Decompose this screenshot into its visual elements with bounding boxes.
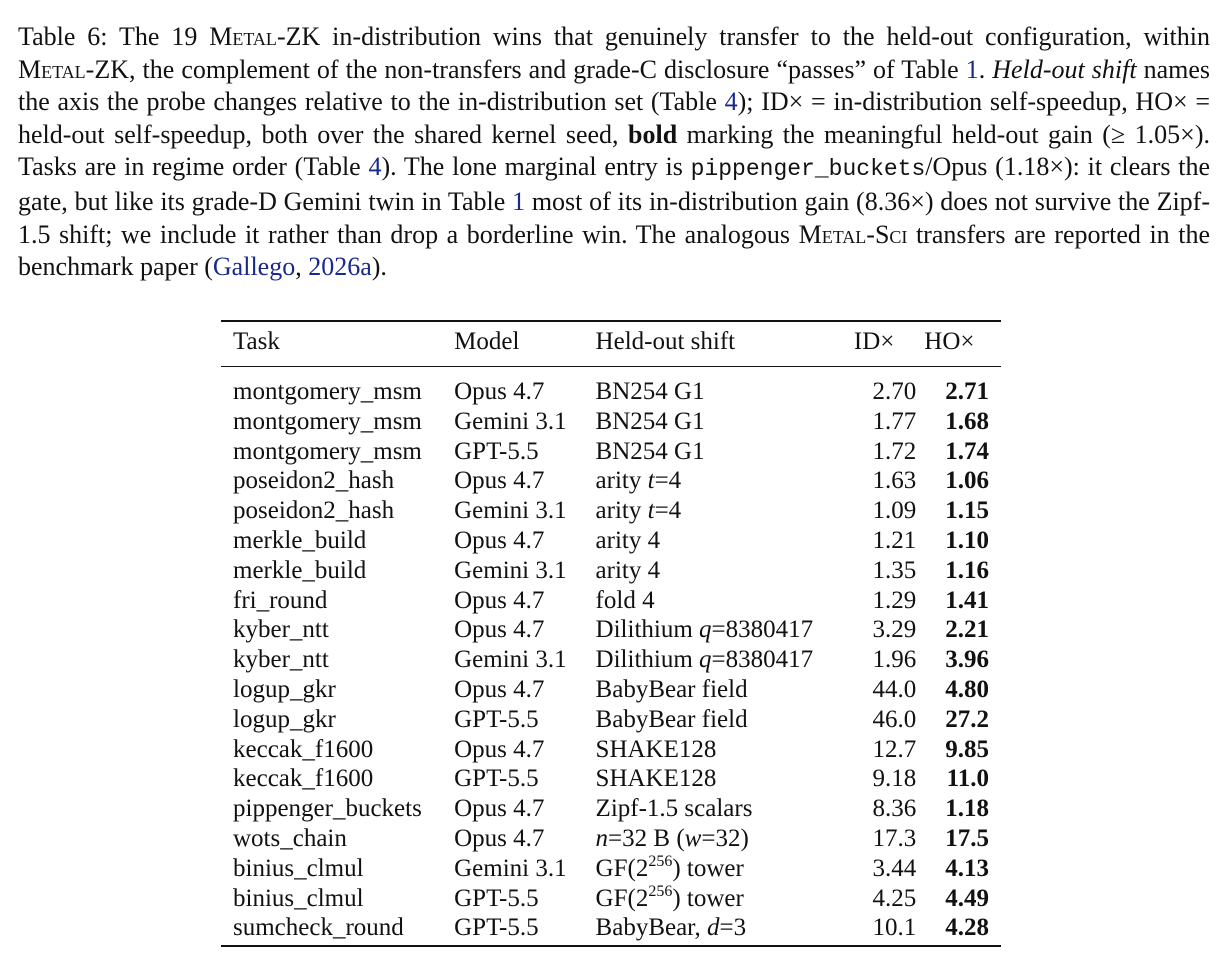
shift-part: GF(2 xyxy=(595,854,649,882)
cell-heldout-shift xyxy=(596,884,854,914)
cell-id-speedup: 4.25 xyxy=(872,884,917,912)
table-ref-link[interactable]: 1 xyxy=(965,54,979,84)
cell-model: Gemini 3.1 xyxy=(454,854,567,882)
shift-part: w xyxy=(684,824,702,852)
cell-heldout-shift xyxy=(596,367,854,407)
cell-model: Opus 4.7 xyxy=(454,467,545,495)
shift-part: BabyBear field xyxy=(595,705,748,733)
shift-part: =8380417 xyxy=(711,616,814,644)
cell-id-speedup: 2.70 xyxy=(872,378,917,405)
table-row xyxy=(221,466,1001,496)
cell-task: kyber_ntt xyxy=(233,646,329,674)
cell-task: keccak_f1600 xyxy=(233,765,374,793)
caption-text: - xyxy=(866,219,875,249)
cell-task: montgomery_msm xyxy=(233,378,422,405)
shift-part: d xyxy=(707,914,720,942)
caption-metal-name: Metal xyxy=(18,54,86,84)
cell-task: wots_chain xyxy=(233,824,347,852)
cell-heldout-shift xyxy=(596,705,854,735)
cell-heldout-shift xyxy=(596,735,854,765)
caption-text: -ZK in-distribution wins that genuinely transfer to the held-out configuration, within xyxy=(276,22,1210,51)
shift-part: =3 xyxy=(719,914,747,942)
cell-task: poseidon2_hash xyxy=(233,497,395,525)
shift-part: Zipf-1.5 scalars xyxy=(595,795,753,823)
shift-part: q xyxy=(699,646,712,674)
cell-id-speedup: 10.1 xyxy=(854,913,924,946)
caption-code: pippenger_buckets xyxy=(690,156,926,183)
cell-model: Opus 4.7 xyxy=(454,795,545,823)
table-row xyxy=(221,496,1001,526)
cell-id-speedup: 1.35 xyxy=(872,556,917,584)
cell-task: montgomery_msm xyxy=(233,407,422,435)
cell-model: Opus 4.7 xyxy=(454,675,545,703)
cell-heldout-shift xyxy=(596,764,854,794)
shift-part: Dilithium xyxy=(595,646,700,674)
caption-text: Table 6: The 19 xyxy=(18,22,210,51)
header-id-speedup: ID× xyxy=(854,321,924,367)
cell-task: poseidon2_hash xyxy=(233,467,395,495)
cell-heldout-shift xyxy=(596,526,854,556)
shift-part: arity xyxy=(595,497,648,525)
cell-id-speedup: 1.72 xyxy=(872,437,917,465)
cell-heldout-shift xyxy=(596,586,854,616)
shift-part: t xyxy=(647,497,655,525)
table-row xyxy=(221,854,1001,884)
cell-ho-speedup: 9.85 xyxy=(945,735,989,763)
shift-part: =32 B ( xyxy=(608,824,685,852)
cell-task: kyber_ntt xyxy=(233,616,329,644)
caption-sci-name: Sci xyxy=(874,219,908,249)
caption-text: marking the meaningful held-out gain (≥ 1.05×). Tasks are in regime order (Table xyxy=(18,119,1210,182)
cell-id-speedup: 1.09 xyxy=(872,497,917,525)
cell-task: fri_round xyxy=(233,586,328,614)
cell-heldout-shift xyxy=(596,824,854,854)
caption-bold-term: bold xyxy=(628,119,678,149)
cell-model: Gemini 3.1 xyxy=(454,646,567,674)
cell-heldout-shift xyxy=(596,794,854,824)
cell-id-speedup: 1.29 xyxy=(872,586,917,614)
cell-heldout-shift xyxy=(596,675,854,705)
cell-task: logup_gkr xyxy=(233,675,336,703)
shift-part: Dilithium xyxy=(595,616,700,644)
caption-text: ). The lone marginal entry is xyxy=(381,152,691,182)
header-ho-speedup: HO× xyxy=(924,321,1001,367)
cell-task: merkle_build xyxy=(233,556,367,584)
table-row xyxy=(221,615,1001,645)
table-body xyxy=(221,367,1001,947)
cell-id-speedup: 46.0 xyxy=(872,705,917,733)
shift-part: n xyxy=(595,824,609,852)
caption-text: ). xyxy=(371,252,387,282)
table-row xyxy=(221,675,1001,705)
cell-ho-speedup: 2.71 xyxy=(945,378,989,405)
caption-text: names the axis the probe changes relative to the in-distribution set (Table xyxy=(18,54,1211,117)
table-row xyxy=(221,764,1001,794)
cell-model: Gemini 3.1 xyxy=(454,407,567,435)
results-table xyxy=(221,320,1001,947)
cell-task: merkle_build xyxy=(233,526,367,554)
cell-model: GPT-5.5 xyxy=(454,705,539,733)
cell-ho-speedup: 1.06 xyxy=(945,467,989,495)
header-model: Model xyxy=(454,321,595,367)
cell-id-speedup: 1.21 xyxy=(872,526,917,554)
caption-text: -ZK, the complement of the non-transfers and grade-C disclosure “passes” of Table xyxy=(85,54,966,84)
cell-ho-speedup: 1.18 xyxy=(945,795,989,823)
table-ref-link[interactable]: 1 xyxy=(512,186,526,216)
table-row xyxy=(221,913,1001,946)
cell-model: GPT-5.5 xyxy=(454,765,539,793)
citation-link[interactable]: Gallego xyxy=(212,252,296,282)
cell-heldout-shift xyxy=(596,407,854,437)
caption-text: most of its in-distribution gain (8.36×) does not survive the Zipf-1.5 shift; we include it rather than drop a borderline win. The analogous xyxy=(18,186,1210,249)
table-row xyxy=(221,824,1001,854)
shift-part: ) tower xyxy=(672,854,744,882)
table-ref-link[interactable]: 4 xyxy=(368,152,382,182)
cell-heldout-shift xyxy=(596,645,854,675)
shift-part: 256 xyxy=(648,882,673,900)
cell-id-speedup: 3.29 xyxy=(872,616,917,644)
table-row xyxy=(221,735,1001,765)
cell-heldout-shift xyxy=(596,615,854,645)
table-row xyxy=(221,884,1001,914)
cell-id-speedup: 44.0 xyxy=(872,675,917,703)
caption-metal-name: Metal xyxy=(209,22,277,51)
cell-heldout-shift xyxy=(596,854,854,884)
cell-heldout-shift xyxy=(596,466,854,496)
shift-part: BN254 G1 xyxy=(595,437,705,465)
caption-text: . xyxy=(978,54,993,84)
table-header-row xyxy=(221,321,1001,367)
cell-task: sumcheck_round xyxy=(221,913,454,946)
cell-ho-speedup: 4.80 xyxy=(945,675,989,703)
cell-ho-speedup: 1.15 xyxy=(945,497,989,525)
table-row xyxy=(221,794,1001,824)
cell-model: GPT-5.5 xyxy=(454,884,539,912)
table-row xyxy=(221,586,1001,616)
shift-part: SHAKE128 xyxy=(595,735,717,763)
cell-task: montgomery_msm xyxy=(233,437,422,465)
cell-id-speedup: 1.77 xyxy=(872,407,917,435)
shift-part: ) tower xyxy=(672,884,744,912)
cell-ho-speedup: 11.0 xyxy=(946,765,989,793)
cell-ho-speedup: 1.16 xyxy=(945,556,989,584)
cell-model: Opus 4.7 xyxy=(454,526,545,554)
shift-part: SHAKE128 xyxy=(595,765,717,793)
cell-id-speedup: 8.36 xyxy=(872,795,917,823)
cell-ho-speedup: 27.2 xyxy=(945,705,989,733)
cell-task: logup_gkr xyxy=(233,705,336,733)
table-row xyxy=(221,437,1001,467)
shift-part: =4 xyxy=(654,467,682,495)
cell-ho-speedup: 2.21 xyxy=(945,616,989,644)
cell-ho-speedup: 4.49 xyxy=(945,884,989,912)
cell-model: Gemini 3.1 xyxy=(454,556,567,584)
cell-model: Opus 4.7 xyxy=(454,824,545,852)
shift-part: arity xyxy=(595,467,648,495)
caption-text: ); ID× = in-distribution self-speedup, HO× = held-out self-speedup, both over the shared kernel seed, xyxy=(18,87,1210,149)
cell-id-speedup: 17.3 xyxy=(872,824,917,852)
caption-italic-term: Held-out shift xyxy=(992,54,1137,84)
shift-part: BN254 G1 xyxy=(595,378,705,405)
caption-metal-name: Metal xyxy=(798,219,867,249)
cell-heldout-shift xyxy=(596,913,854,946)
shift-part: q xyxy=(699,616,712,644)
cell-id-speedup: 3.44 xyxy=(872,854,917,882)
cell-task: binius_clmul xyxy=(233,884,364,912)
cell-id-speedup: 9.18 xyxy=(872,765,917,793)
table-ref-link[interactable]: 4 xyxy=(724,87,738,117)
table-row xyxy=(221,526,1001,556)
shift-part: arity 4 xyxy=(595,526,661,554)
table-row xyxy=(221,367,1001,407)
cell-model: Gemini 3.1 xyxy=(454,497,567,525)
shift-part: arity 4 xyxy=(595,556,661,584)
cell-ho-speedup: 1.10 xyxy=(945,526,989,554)
cell-heldout-shift xyxy=(596,437,854,467)
shift-part: BN254 G1 xyxy=(595,407,705,435)
table-row xyxy=(221,705,1001,735)
header-heldout-shift: Held-out shift xyxy=(596,321,854,367)
table-row xyxy=(221,407,1001,437)
cell-task: binius_clmul xyxy=(233,854,364,882)
header-task: Task xyxy=(221,321,454,367)
cell-model: Opus 4.7 xyxy=(454,616,545,644)
shift-part: =4 xyxy=(654,497,682,525)
table-row xyxy=(221,645,1001,675)
shift-part: BabyBear field xyxy=(595,675,748,703)
cell-task: pippenger_buckets xyxy=(233,795,422,823)
cell-id-speedup: 1.63 xyxy=(872,467,917,495)
cell-model: Opus 4.7 xyxy=(454,735,545,763)
cell-heldout-shift xyxy=(596,496,854,526)
cell-ho-speedup: 1.74 xyxy=(945,437,989,465)
shift-part: =32) xyxy=(701,824,749,852)
cell-id-speedup: 12.7 xyxy=(872,735,917,763)
cell-ho-speedup: 3.96 xyxy=(945,646,989,674)
citation-link[interactable]: 2026a xyxy=(308,252,372,282)
caption-text: /Opus (1.18×): it clears the gate, but like its grade-D Gemini twin in Table xyxy=(18,152,1210,216)
shift-part: 256 xyxy=(648,852,673,870)
cell-ho-speedup: 17.5 xyxy=(945,824,989,852)
cell-model: Opus 4.7 xyxy=(454,586,545,614)
table-caption xyxy=(18,21,1210,284)
cell-ho-speedup: 4.13 xyxy=(945,854,989,882)
cell-model: GPT-5.5 xyxy=(454,913,595,946)
cell-id-speedup: 1.96 xyxy=(872,646,917,674)
caption-text: transfers are reported in the benchmark paper ( xyxy=(18,219,1210,282)
shift-part: GF(2 xyxy=(595,884,649,912)
shift-part: t xyxy=(647,467,655,495)
cell-task: keccak_f1600 xyxy=(233,735,374,763)
cell-ho-speedup: 1.68 xyxy=(945,407,989,435)
cell-ho-speedup: 1.41 xyxy=(945,586,989,614)
cell-heldout-shift xyxy=(596,556,854,586)
cell-ho-speedup: 4.28 xyxy=(924,913,1001,946)
cell-model: Opus 4.7 xyxy=(454,378,545,405)
shift-part: =8380417 xyxy=(711,646,814,674)
cell-model: GPT-5.5 xyxy=(454,437,539,465)
shift-part: BabyBear, xyxy=(595,914,708,942)
table-row xyxy=(221,556,1001,586)
shift-part: fold 4 xyxy=(595,586,655,614)
caption-text: , xyxy=(295,252,309,282)
